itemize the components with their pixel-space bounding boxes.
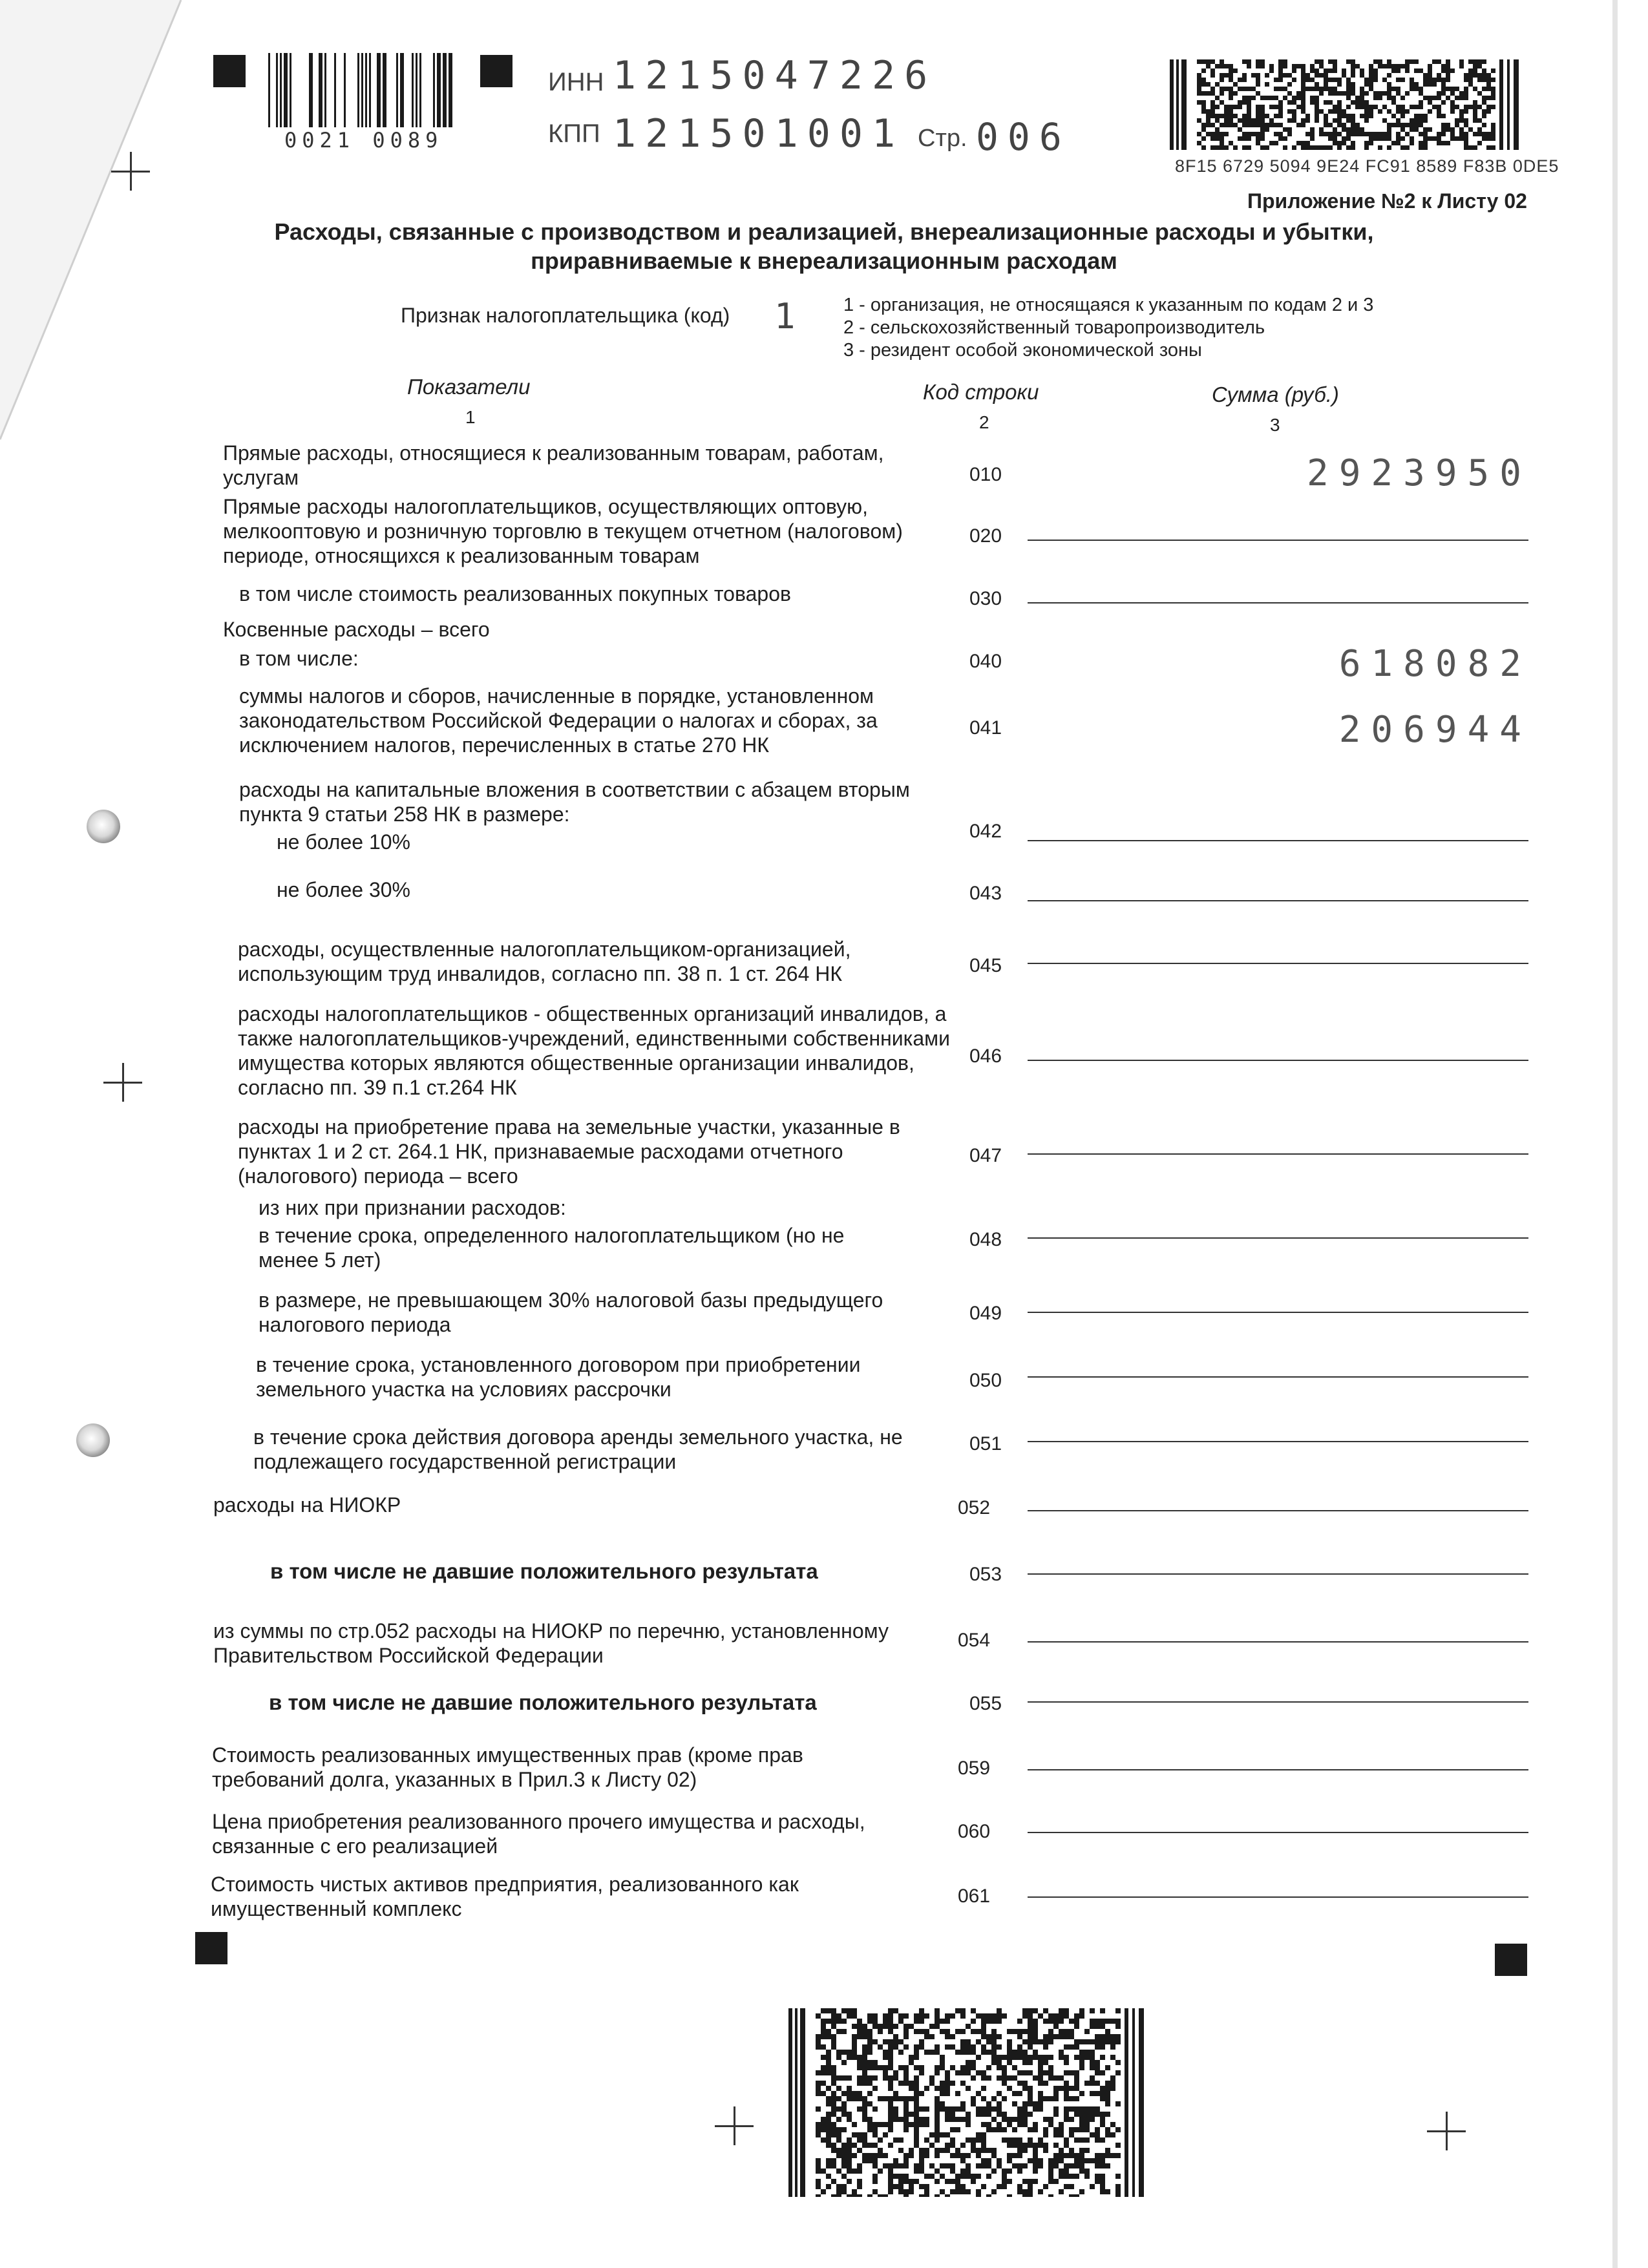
page-value: 006 xyxy=(976,115,1071,159)
row-code: 045 xyxy=(969,955,1002,976)
row-label: в том числе: xyxy=(239,647,359,670)
marker-square xyxy=(480,55,512,87)
row-label: не более 10% xyxy=(277,830,410,854)
row-value-field[interactable] xyxy=(1028,1573,1528,1575)
row-code: 050 xyxy=(969,1370,1002,1391)
taxpayer-option: 3 - резидент особой экономической зоны xyxy=(843,340,1202,361)
column-header-indicators: Показатели xyxy=(407,375,531,399)
row-code: 059 xyxy=(958,1758,991,1779)
page-fold-shadow xyxy=(0,0,194,452)
row-code: 060 xyxy=(958,1821,991,1842)
barcode-number: 0021 0089 xyxy=(284,128,443,152)
row-value-field[interactable] xyxy=(1028,963,1528,964)
row-label: Стоимость реализованных имущественных прав (кроме прав требований долга, указанных в Прил.3 к Листу 02) xyxy=(212,1743,803,1791)
kpp-value: 121501001 xyxy=(613,111,905,156)
column-number-2: 2 xyxy=(979,412,989,432)
column-header-code: Код строки xyxy=(923,380,1039,404)
row-label: расходы на капитальные вложения в соответствии с абзацем вторым пункта 9 статьи 258 НК в размере: xyxy=(239,778,910,826)
row-value-field[interactable] xyxy=(1028,602,1528,604)
row-label: из суммы по стр.052 расходы на НИОКР по перечню, установленному Правительством Российской Федерации xyxy=(213,1619,889,1667)
row-code: 043 xyxy=(969,883,1002,904)
row-value-field[interactable] xyxy=(1028,1510,1528,1511)
row-label: в том числе не давшие положительного результата xyxy=(269,1690,817,1714)
row-code: 048 xyxy=(969,1229,1002,1250)
registration-cross-icon xyxy=(111,152,150,191)
row-label: расходы на НИОКР xyxy=(213,1493,401,1517)
row-label: суммы налогов и сборов, начисленные в порядке, установленном законодательством Российской Федерации о налогах и сборах, за исключением налогов, перечисленных в статье 270 НК xyxy=(239,684,878,757)
registration-cross-icon xyxy=(103,1063,142,1102)
row-label: Косвенные расходы – всего xyxy=(223,618,490,641)
column-number-1: 1 xyxy=(465,407,476,427)
row-value-field[interactable] xyxy=(1028,1896,1528,1898)
marker-square xyxy=(195,1932,227,1964)
row-label: расходы, осуществленные налогоплательщиком-организацией, использующим труд инвалидов, согласно пп. 38 п. 1 ст. 264 НК xyxy=(238,938,851,985)
column-header-sum: Сумма (руб.) xyxy=(1212,383,1339,406)
row-value: 618082 xyxy=(1338,643,1532,685)
row-value-field[interactable] xyxy=(1028,1641,1528,1643)
row-label: Прямые расходы налогоплательщиков, осуществляющих оптовую, мелкооптовую и розничную торговлю в текущем отчетном (налоговом) периоде, относящихся к реализованным товарам xyxy=(223,495,903,567)
registration-cross-icon xyxy=(1427,2112,1466,2150)
row-code: 041 xyxy=(969,717,1002,739)
row-code: 040 xyxy=(969,651,1002,672)
row-label: в размере, не превышающем 30% налоговой базы предыдущего налогового периода xyxy=(259,1288,883,1336)
row-code: 042 xyxy=(969,821,1002,842)
kpp-label: КПП xyxy=(548,120,600,148)
taxpayer-code: 1 xyxy=(774,296,805,337)
appendix-label: Приложение №2 к Листу 02 xyxy=(1247,189,1527,213)
row-label: Цена приобретения реализованного прочего имущества и расходы, связанные с его реализацией xyxy=(212,1810,865,1858)
page-title-line-2: приравниваемые к внереализационным расходам xyxy=(531,247,1117,274)
row-code: 010 xyxy=(969,464,1002,485)
page-title-line-1: Расходы, связанные с производством и реализацией, внереализационные расходы и убытки, xyxy=(274,218,1374,245)
row-code: 051 xyxy=(969,1433,1002,1454)
punch-hole xyxy=(76,1423,110,1457)
row-value-field[interactable] xyxy=(1028,1237,1528,1239)
taxpayer-options xyxy=(843,294,1373,362)
row-code: 052 xyxy=(958,1497,991,1518)
column-number-3: 3 xyxy=(1270,415,1280,435)
row-value-field[interactable] xyxy=(1028,1060,1528,1061)
row-code: 047 xyxy=(969,1145,1002,1166)
row-value-field[interactable] xyxy=(1028,1701,1528,1703)
row-value-field[interactable] xyxy=(1028,1769,1528,1770)
row-label: расходы на приобретение права на земельные участки, указанные в пунктах 1 и 2 ст. 264.1 НК, признаваемые расходами отчетного (налогового) периода – всего xyxy=(238,1115,900,1188)
row-code: 049 xyxy=(969,1303,1002,1324)
row-label: не более 30% xyxy=(277,878,410,901)
row-label: в том числе стоимость реализованных покупных товаров xyxy=(239,582,791,605)
bottom-qr-code xyxy=(788,2008,1144,2197)
taxpayer-label: Признак налогоплательщика (код) xyxy=(401,304,730,327)
row-value-field[interactable] xyxy=(1028,1376,1528,1378)
qr-code xyxy=(1170,59,1519,150)
row-value-field[interactable] xyxy=(1028,1441,1528,1442)
row-label: расходы налогоплательщиков - общественных организаций инвалидов, а также налогоплательщиков-учреждений, единственными собственниками имущества которых являются общественные организации инвалидов, согласно пп. 39 п.1 ст.264 НК xyxy=(238,1002,951,1099)
row-value-field[interactable] xyxy=(1028,1312,1528,1313)
row-code: 061 xyxy=(958,1885,991,1907)
row-label: в течение срока, установленного договором при приобретении земельного участка на условиях рассрочки xyxy=(256,1353,861,1401)
row-code: 055 xyxy=(969,1693,1002,1714)
page-edge-shadow xyxy=(1612,0,1618,2268)
row-code: 053 xyxy=(969,1564,1002,1585)
row-value-field[interactable] xyxy=(1028,840,1528,841)
row-code: 020 xyxy=(969,525,1002,547)
row-label: Стоимость чистых активов предприятия, реализованного как имущественный комплекс xyxy=(211,1873,799,1920)
row-code: 046 xyxy=(969,1045,1002,1067)
taxpayer-option: 1 - организация, не относящаяся к указанным по кодам 2 и 3 xyxy=(843,295,1374,315)
registration-cross-icon xyxy=(715,2106,754,2145)
inn-label: ИНН xyxy=(548,68,604,96)
row-label: в течение срока действия договора аренды земельного участка, не подлежащего государственной регистрации xyxy=(253,1425,903,1473)
row-value-field[interactable] xyxy=(1028,1832,1528,1833)
taxpayer-option: 2 - сельскохозяйственный товаропроизводитель xyxy=(843,317,1265,338)
row-code: 030 xyxy=(969,588,1002,609)
row-label: Прямые расходы, относящиеся к реализованным товарам, работам, услугам xyxy=(223,441,884,489)
punch-hole xyxy=(87,810,120,843)
qr-code-text: 8F15 6729 5094 9E24 FC91 8589 F83B 0DE5 xyxy=(1175,156,1559,176)
marker-square xyxy=(213,55,246,87)
row-value: 206944 xyxy=(1338,709,1532,751)
marker-square xyxy=(1495,1944,1527,1976)
page-label: Стр. xyxy=(918,125,967,152)
row-value-field[interactable] xyxy=(1028,1153,1528,1155)
row-value-field[interactable] xyxy=(1028,540,1528,541)
inn-value: 1215047226 xyxy=(613,53,937,98)
row-label: в том числе не давшие положительного результата xyxy=(270,1559,818,1583)
row-label: в течение срока, определенного налогоплательщиком (но не менее 5 лет) xyxy=(259,1224,845,1272)
row-value-field[interactable] xyxy=(1028,900,1528,901)
barcode xyxy=(268,53,456,131)
row-value: 2923950 xyxy=(1306,452,1532,494)
row-code: 054 xyxy=(958,1630,991,1651)
row-label: из них при признании расходов: xyxy=(259,1196,566,1219)
